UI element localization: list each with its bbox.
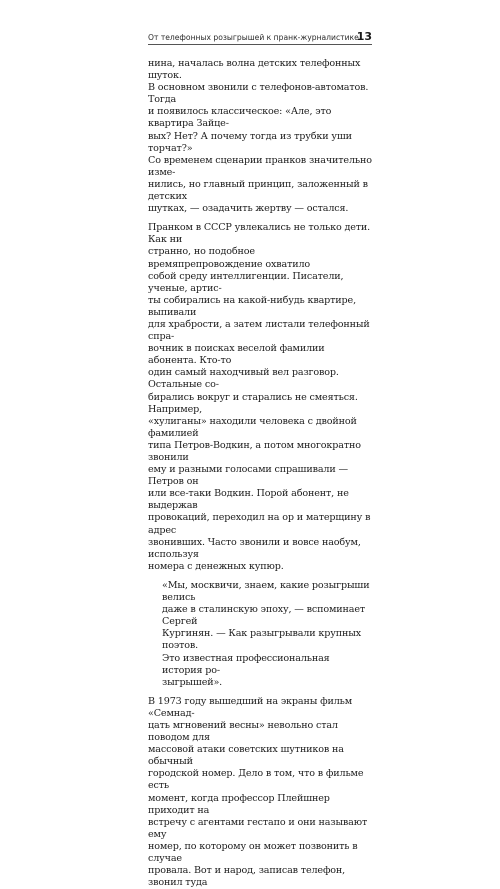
paragraph-1: нина, началась волна детских телефонных шуток. В основном звонили с телефонов-автоматов. Тогда и появилось классическое: «Але, это квартира Зайце- вых? Нет? А почему тогда из трубки уши торчат?» Со временем сценарии пранков значительно изме- нились, но главный принцип, заложенный в детских шутках, — озадачить жертву — остался. bbox=[148, 58, 372, 215]
paragraph-3: В 1973 году вышедший на экраны фильм «Семнад- цать мгновений весны» невольно стал поводом для массовой атаки советских шутников на обычный городской номер. Дело в том, что в фильме есть момент, когда профессор Плейшнер приходит на встречу с агентами гестапо и они называют ему номер, по которому он может позвонить в случае провала. Вот и народ, записав телефон, звонил туда bbox=[148, 695, 368, 889]
running-header bbox=[148, 29, 372, 47]
paragraph-2: Пранком в СССР увлекались не только дети. Как ни странно, но подобное времяпрепровождение охватило собой среду интеллигенции. Писатели, ученые, артис- ты собирались на какой-нибудь квартире, выпивали для храбрости, а затем листали телефонный спра- вочник в поисках веселой фамилии абонента. Кто-то один самый находчивый вел разговор. Остальные со- бирались вокруг и старались не смеяться. Например, «хулиганы» находили человека с двойной фамилией типа Петров-Водкин, а потом многократно звонили ему и разными голосами спрашивали — Петров он или все-таки Водкин. Порой абонент, не выдержав провокаций, переходил на ор и матерщину в адрес звонивших. Часто звонили и вовсе наобум, используя номера с денежных купюр. bbox=[148, 222, 371, 572]
page-number: 13 bbox=[356, 30, 372, 43]
block-quote: «Мы, москвичи, знаем, какие розыгрыши велись даже в сталинскую эпоху, — вспоминает Сергей Кургинян. — Как разыгрывали крупных поэтов. Это известная профессиональная история ро- зыгрышей». bbox=[162, 579, 370, 688]
running-title: От телефонных розыгрышей к пранк-журналистике bbox=[148, 33, 359, 42]
page-body bbox=[148, 58, 372, 889]
header-rule bbox=[148, 44, 372, 45]
